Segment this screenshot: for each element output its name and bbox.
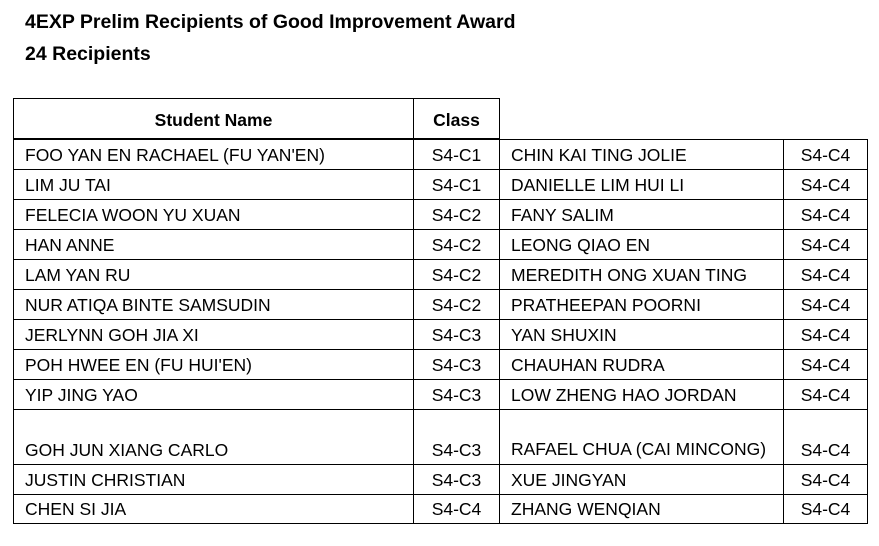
right-student-class: S4-C4 bbox=[783, 379, 868, 410]
right-student-class: S4-C4 bbox=[783, 349, 868, 380]
left-student-name: JERLYNN GOH JIA XI bbox=[13, 319, 414, 350]
right-student-name: LOW ZHENG HAO JORDAN bbox=[499, 379, 784, 410]
left-student-name: GOH JUN XIANG CARLO bbox=[13, 409, 414, 465]
left-student-name: FOO YAN EN RACHAEL (FU YAN'EN) bbox=[13, 139, 414, 170]
right-student-name: XUE JINGYAN bbox=[499, 464, 784, 495]
right-student-name: PRATHEEPAN POORNI bbox=[499, 289, 784, 320]
right-student-name: CHIN KAI TING JOLIE bbox=[499, 139, 784, 170]
right-student-class: S4-C4 bbox=[783, 289, 868, 320]
left-student-class: S4-C3 bbox=[413, 319, 500, 350]
right-student-class: S4-C4 bbox=[783, 139, 868, 170]
left-student-name: FELECIA WOON YU XUAN bbox=[13, 199, 414, 230]
left-student-name: POH HWEE EN (FU HUI'EN) bbox=[13, 349, 414, 380]
left-student-class: S4-C1 bbox=[413, 169, 500, 200]
header-student-name: Student Name bbox=[13, 98, 414, 139]
right-student-name: CHAUHAN RUDRA bbox=[499, 349, 784, 380]
right-student-class: S4-C4 bbox=[783, 464, 868, 495]
left-student-class: S4-C2 bbox=[413, 289, 500, 320]
right-student-name: FANY SALIM bbox=[499, 199, 784, 230]
right-student-class: S4-C4 bbox=[783, 494, 868, 524]
right-student-class: S4-C4 bbox=[783, 229, 868, 260]
left-student-class: S4-C4 bbox=[413, 494, 500, 524]
left-student-name: JUSTIN CHRISTIAN bbox=[13, 464, 414, 495]
left-student-name: YIP JING YAO bbox=[13, 379, 414, 410]
left-student-name: LAM YAN RU bbox=[13, 259, 414, 290]
left-student-class: S4-C3 bbox=[413, 379, 500, 410]
left-student-class: S4-C3 bbox=[413, 409, 500, 465]
left-student-name: CHEN SI JIA bbox=[13, 494, 414, 524]
right-student-name: DANIELLE LIM HUI LI bbox=[499, 169, 784, 200]
left-student-class: S4-C3 bbox=[413, 464, 500, 495]
left-student-name: LIM JU TAI bbox=[13, 169, 414, 200]
right-student-class: S4-C4 bbox=[783, 319, 868, 350]
right-student-class: S4-C4 bbox=[783, 169, 868, 200]
left-student-name: HAN ANNE bbox=[13, 229, 414, 260]
right-student-name: RAFAEL CHUA (CAI MINCONG) bbox=[499, 409, 784, 465]
page-title: 4EXP Prelim Recipients of Good Improvement Award bbox=[25, 11, 516, 33]
right-student-class: S4-C4 bbox=[783, 409, 868, 465]
header-class: Class bbox=[413, 98, 500, 139]
left-student-class: S4-C2 bbox=[413, 259, 500, 290]
right-student-name: ZHANG WENQIAN bbox=[499, 494, 784, 524]
left-student-class: S4-C2 bbox=[413, 229, 500, 260]
left-student-class: S4-C1 bbox=[413, 139, 500, 170]
page-subtitle: 24 Recipients bbox=[25, 43, 151, 65]
right-student-name: LEONG QIAO EN bbox=[499, 229, 784, 260]
right-student-name: YAN SHUXIN bbox=[499, 319, 784, 350]
left-student-name: NUR ATIQA BINTE SAMSUDIN bbox=[13, 289, 414, 320]
right-student-name: MEREDITH ONG XUAN TING bbox=[499, 259, 784, 290]
left-student-class: S4-C2 bbox=[413, 199, 500, 230]
left-student-class: S4-C3 bbox=[413, 349, 500, 380]
right-student-class: S4-C4 bbox=[783, 199, 868, 230]
right-student-class: S4-C4 bbox=[783, 259, 868, 290]
